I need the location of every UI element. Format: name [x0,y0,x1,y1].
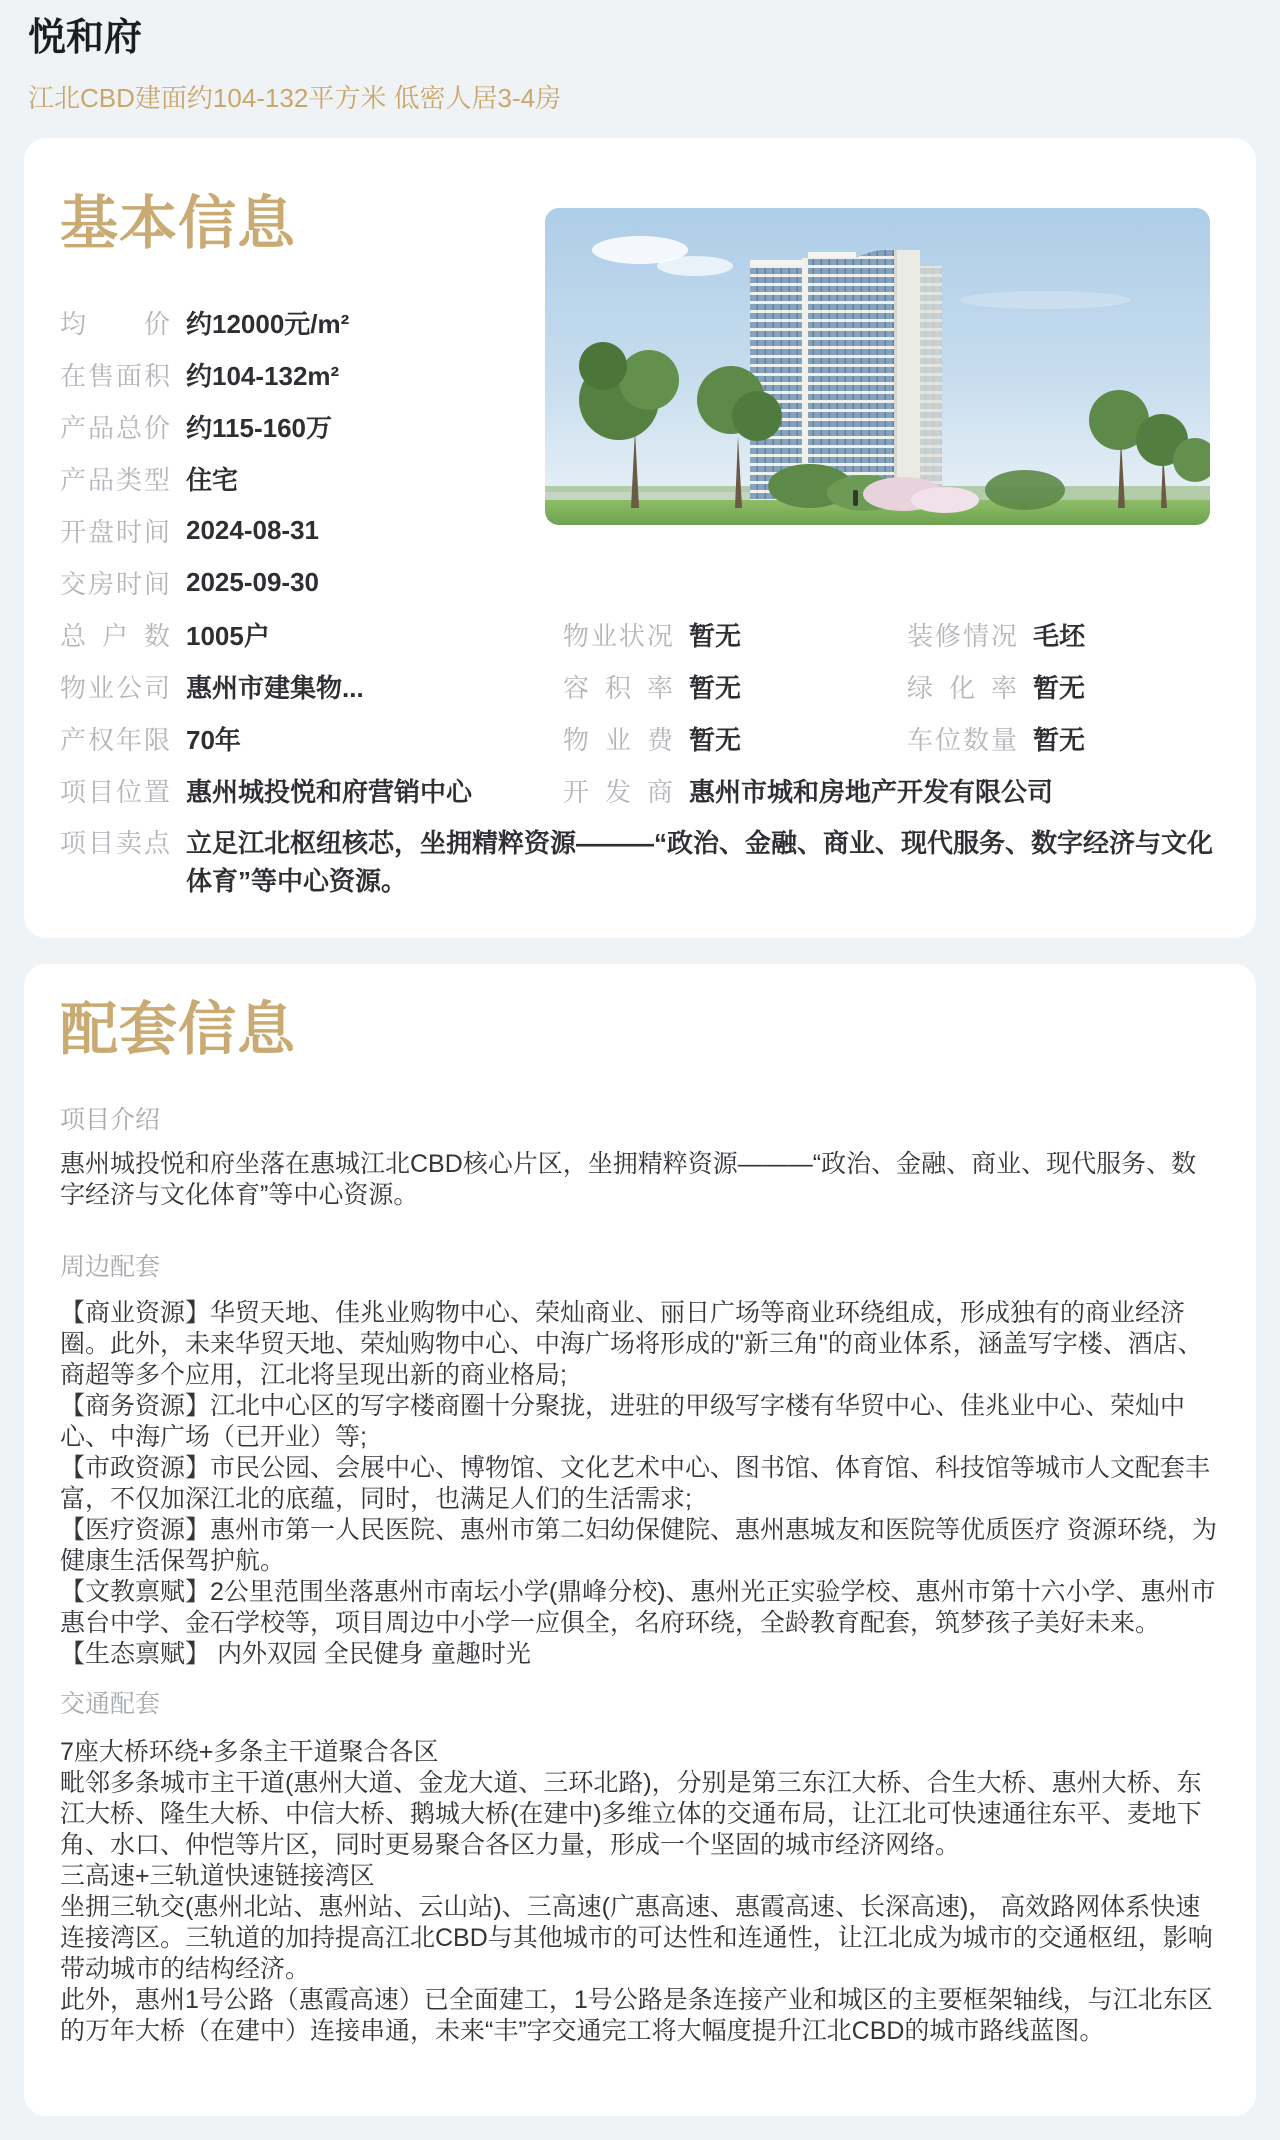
surroundings-entry: 【医疗资源】惠州市第一人民医院、惠州市第二妇幼保健院、惠州惠城友和医院等优质医疗 资源环绕，为健康生活保驾护航。 [60,1516,1217,1576]
intro-label: 项目介绍 [60,1106,161,1135]
row-value: 惠州市建集物... [186,672,364,703]
row-label: 均价 [60,308,170,339]
basic-info-grid-row [60,608,1220,660]
row-value: 2024-08-31 [186,514,319,545]
sellpoint-row [60,824,1220,900]
info-row [60,348,530,400]
row-value: 1005户 [186,620,270,651]
basic-info-card [24,138,1256,938]
basic-info-title: 基本信息 [60,191,297,257]
transport-entries [60,1737,1220,2047]
row-label: 开发商 [563,776,673,807]
surroundings-entries [60,1298,1220,1670]
row-label: 在售面积 [60,360,170,391]
row-value: 约115-160万 [186,412,332,443]
row-value: 70年 [186,724,241,755]
row-label: 物业公司 [60,672,170,703]
surroundings-label: 周边配套 [60,1253,161,1282]
surroundings-entry: 【生态禀赋】 内外双园 全民健身 童趣时光 [60,1640,531,1669]
intro-text: 惠州城投悦和府坐落在惠城江北CBD核心片区，坐拥精粹资源———“政治、金融、商业、现代服务、数字经济与文化体育”等中心资源。 [60,1150,1197,1210]
surroundings-entry: 【文教禀赋】2公里范围坐落惠州市南坛小学(鼎峰分校)、惠州光正实验学校、惠州市第十六小学、惠州市惠台中学、金石学校等，项目周边中小学一应俱全，名府环绕，全龄教育配套，筑梦孩子美好未来。 [60,1578,1216,1638]
transport-entry: 坐拥三轨交(惠州北站、惠州站、云山站)、三高速(广惠高速、惠霞高速、长深高速)， 高效路网体系快速连接湾区。三轨道的加持提高江北CBD与其他城市的可达性和连通性，让江北成为城市的交通枢纽，影响带动城市的结构经济。 [60,1893,1213,1984]
page-subtitle: 江北CBD建面约104-132平方米 低密人居3-4房 [28,82,562,113]
page-title: 悦和府 [28,17,143,59]
basic-info-grid-row [60,712,1220,764]
row-label: 物业状况 [563,620,673,651]
row-value: 惠州城投悦和府营销中心 [186,776,473,807]
row-value: 暂无 [1033,672,1086,703]
row-label: 开盘时间 [60,516,170,547]
info-row [60,400,530,452]
transport-entry: 此外，惠州1号公路（惠霞高速）已全面建工，1号公路是条连接产业和城区的主要框架轴线，与江北东区的万年大桥（在建中）连接串通，未来“丰”字交通完工将大幅度提升江北CBD的城市路线蓝图。 [60,1986,1213,2046]
surroundings-entry: 【市政资源】市民公园、会展中心、博物馆、文化艺术中心、图书馆、体育馆、科技馆等城市人文配套丰富，不仅加深江北的底蕴，同时，也满足人们的生活需求; [60,1454,1211,1514]
row-label: 产品类型 [60,464,170,495]
property-photo[interactable] [545,208,1210,525]
row-value: 暂无 [1033,724,1086,755]
row-value: 约104-132m² [186,360,340,391]
row-label: 产品总价 [60,412,170,443]
amenities-title: 配套信息 [60,997,297,1063]
basic-info-wide-row [60,764,1220,816]
row-value: 暂无 [689,620,742,651]
surroundings-entry: 【商务资源】江北中心区的写字楼商圈十分聚拢，进驻的甲级写字楼有华贸中心、佳兆业中心、荣灿中心、中海广场（已开业）等; [60,1392,1186,1452]
info-row [60,452,530,504]
row-value: 惠州市城和房地产开发有限公司 [689,776,1054,807]
row-label: 产权年限 [60,724,170,755]
transport-entry: 毗邻多条城市主干道(惠州大道、金龙大道、三环北路)，分别是第三东江大桥、合生大桥、惠州大桥、东江大桥、隆生大桥、中信大桥、鹅城大桥(在建中)多维立体的交通布局，让江北可快速通往东平、麦地下角、水口、仲恺等片区，同时更易聚合各区力量，形成一个坚固的城市经济网络。 [60,1769,1202,1860]
info-row [60,296,530,348]
info-row [60,504,530,556]
row-value: 2025-09-30 [186,566,319,597]
amenities-card [24,964,1256,2116]
basic-info-grid-row [60,660,1220,712]
surroundings-entry: 【商业资源】华贸天地、佳兆业购物中心、荣灿商业、丽日广场等商业环绕组成，形成独有的商业经济圈。此外，未来华贸天地、荣灿购物中心、中海广场将形成的"新三角"的商业体系，涵盖写字楼、酒店、商超等多个应用，江北将呈现出新的商业格局; [60,1299,1203,1390]
row-value: 暂无 [689,724,742,755]
row-value: 毛坯 [1033,620,1086,651]
row-label: 交房时间 [60,568,170,599]
transport-entry: 三高速+三轨道快速链接湾区 [60,1862,375,1891]
transport-label: 交通配套 [60,1690,161,1719]
row-label: 车位数量 [907,724,1017,755]
row-label: 项目卖点 [60,828,170,859]
sellpoint-text: 立足江北枢纽核芯，坐拥精粹资源———“政治、金融、商业、现代服务、数字经济与文化体育”等中心资源。 [186,828,1214,897]
row-label: 项目位置 [60,776,170,807]
row-value: 约12000元/m² [186,308,350,339]
row-label: 总户数 [60,620,170,651]
building-rendering-image [545,208,1210,525]
row-label: 绿化率 [907,672,1017,703]
row-label: 装修情况 [907,620,1017,651]
info-row [60,556,530,608]
row-value: 暂无 [689,672,742,703]
row-label: 容积率 [563,672,673,703]
transport-entry: 7座大桥环绕+多条主干道聚合各区 [60,1738,439,1767]
row-label: 物业费 [563,724,673,755]
basic-info-left-rows [60,296,530,608]
row-value: 住宅 [186,464,239,495]
